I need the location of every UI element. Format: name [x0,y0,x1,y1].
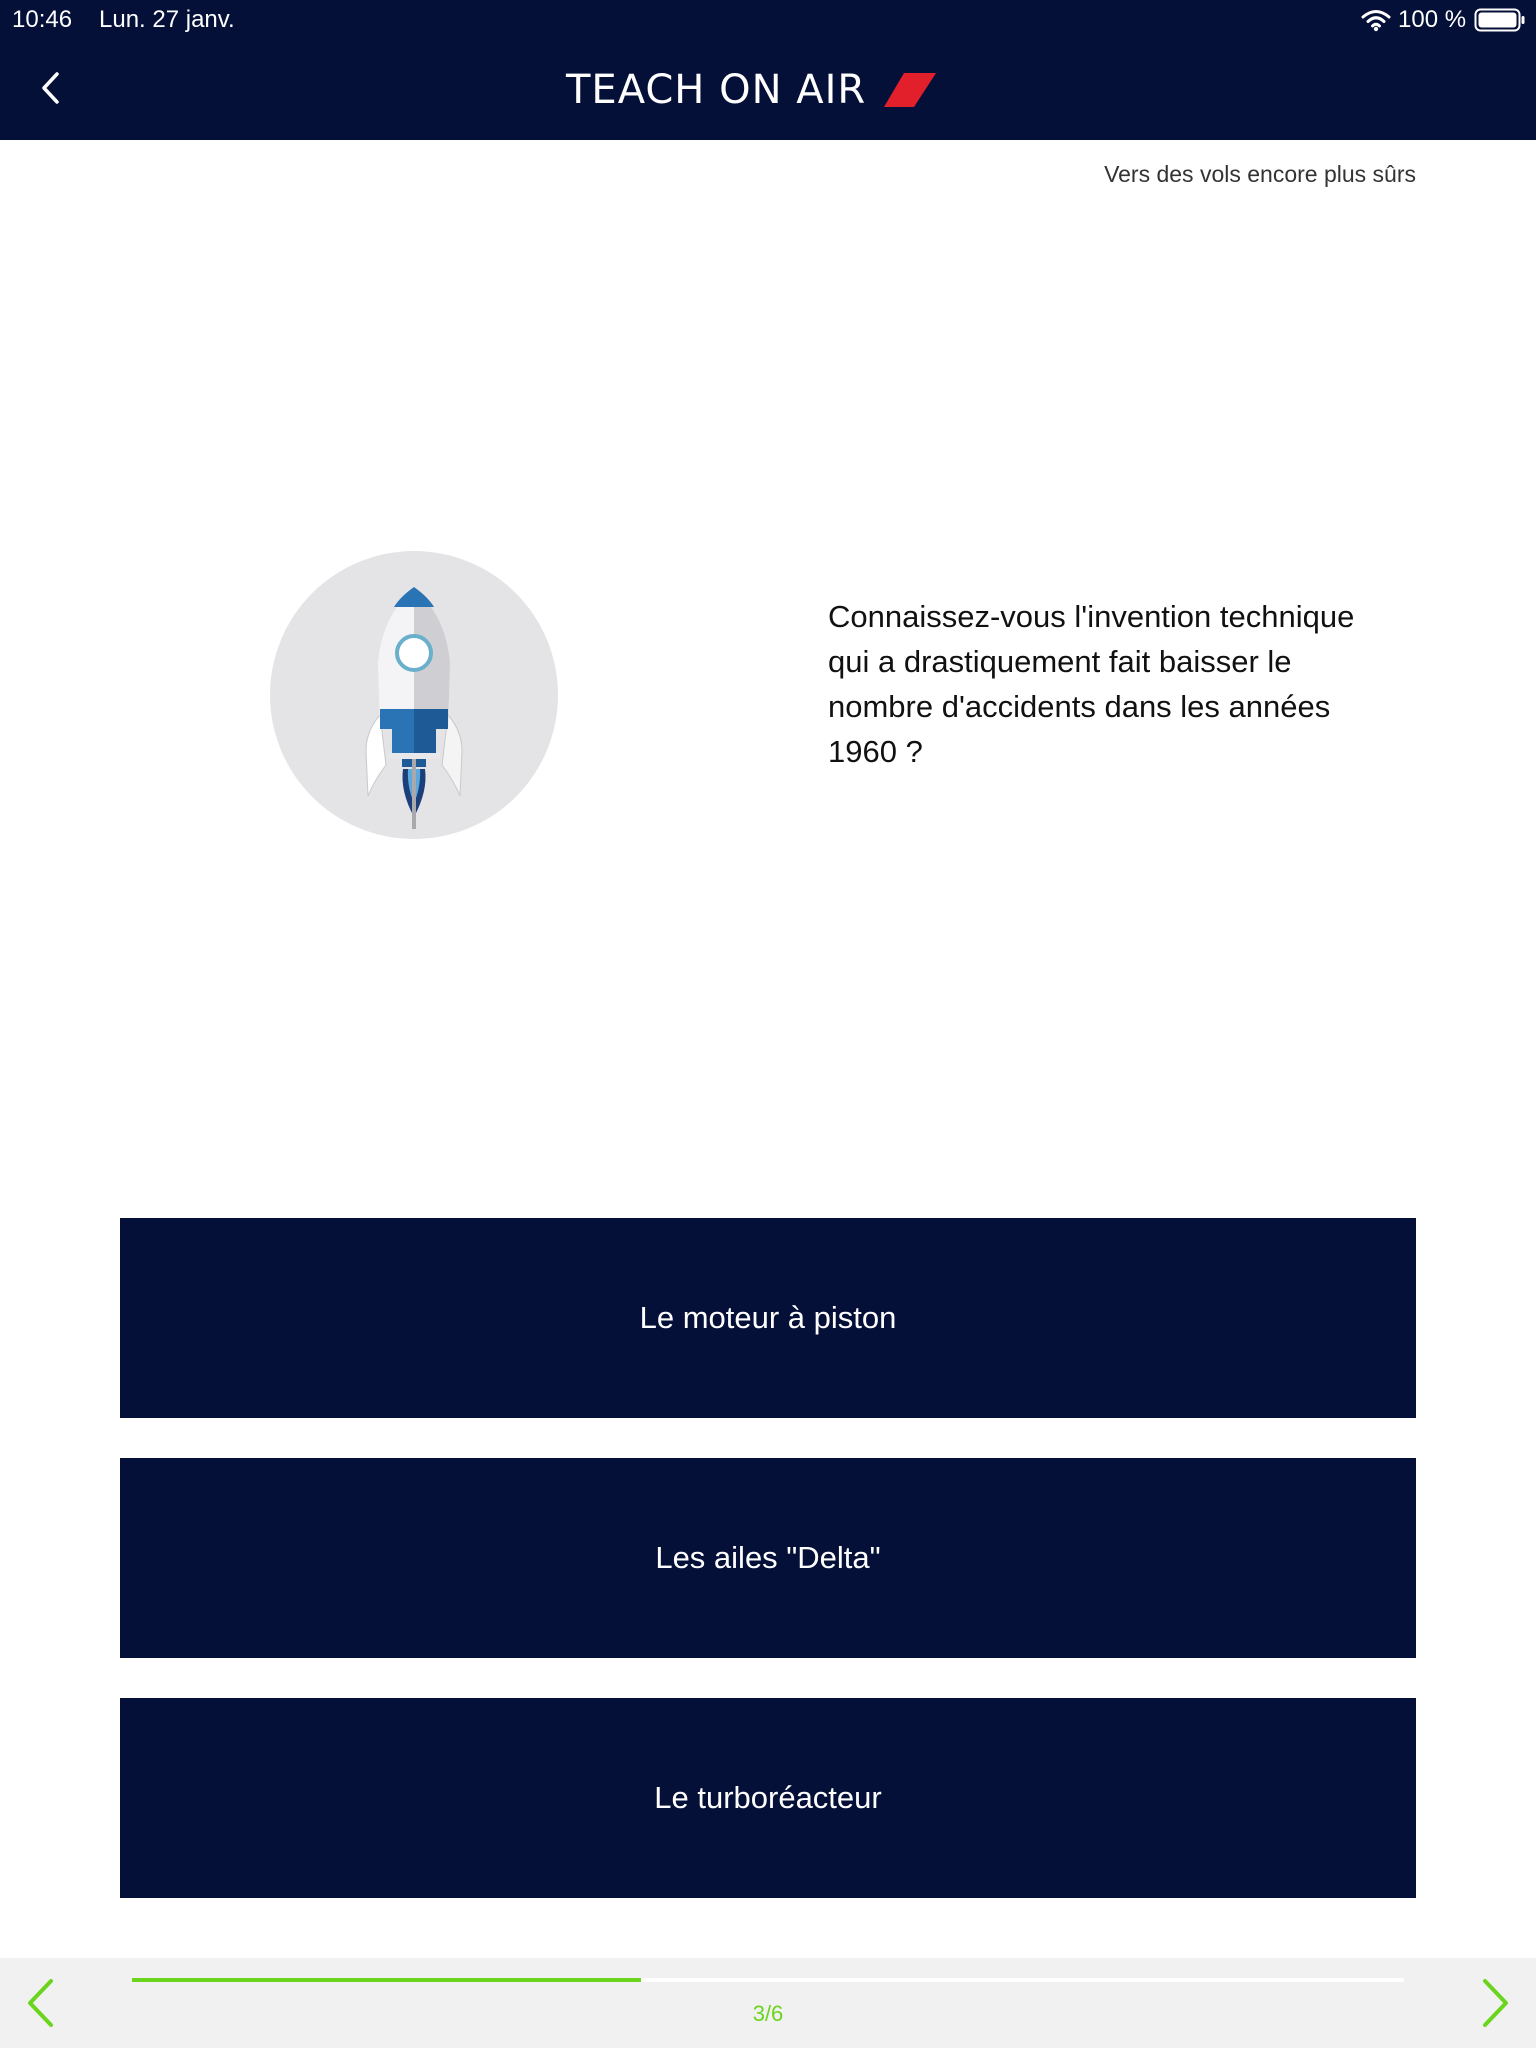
next-page-button[interactable] [1468,1978,1518,2028]
previous-page-button[interactable] [18,1978,68,2028]
red-stripe-icon [884,73,936,107]
status-date: Lun. 27 janv. [99,6,235,33]
progress-track [132,1978,1404,1982]
answer-button-piston[interactable] [120,1218,1416,1418]
answer-button-turbojet[interactable] [120,1698,1416,1898]
status-time: 10:46 [12,6,73,33]
app-title: TEACH ON AIR [566,67,867,113]
pagination-footer [0,1958,1536,2048]
answer-label: Le turboréacteur [654,1780,882,1815]
answer-button-delta-wings[interactable] [120,1458,1416,1658]
progress-fill [132,1978,641,1982]
chevron-left-icon [24,60,80,116]
brand-logo [566,62,936,118]
back-button[interactable] [24,60,80,116]
rocket-icon [270,551,558,839]
answer-label: Le moteur à piston [639,1300,897,1335]
wifi-icon [1361,8,1391,32]
rocket-illustration [270,551,558,839]
battery-percentage: 100 % [1398,6,1467,33]
app-header [0,0,1536,140]
chevron-right-icon [1468,1978,1518,2028]
battery-icon [1474,7,1526,33]
question-text: Connaissez-vous l'invention technique qui a drastiquement fait baisser le nombre d'accidents dans les années 1960 ? [828,599,1355,769]
page-counter: 3/6 [752,2001,784,2026]
chevron-left-icon [18,1978,68,2028]
answer-label: Les ailes "Delta" [655,1540,881,1575]
lesson-subtitle: Vers des vols encore plus sûrs [1104,161,1416,187]
